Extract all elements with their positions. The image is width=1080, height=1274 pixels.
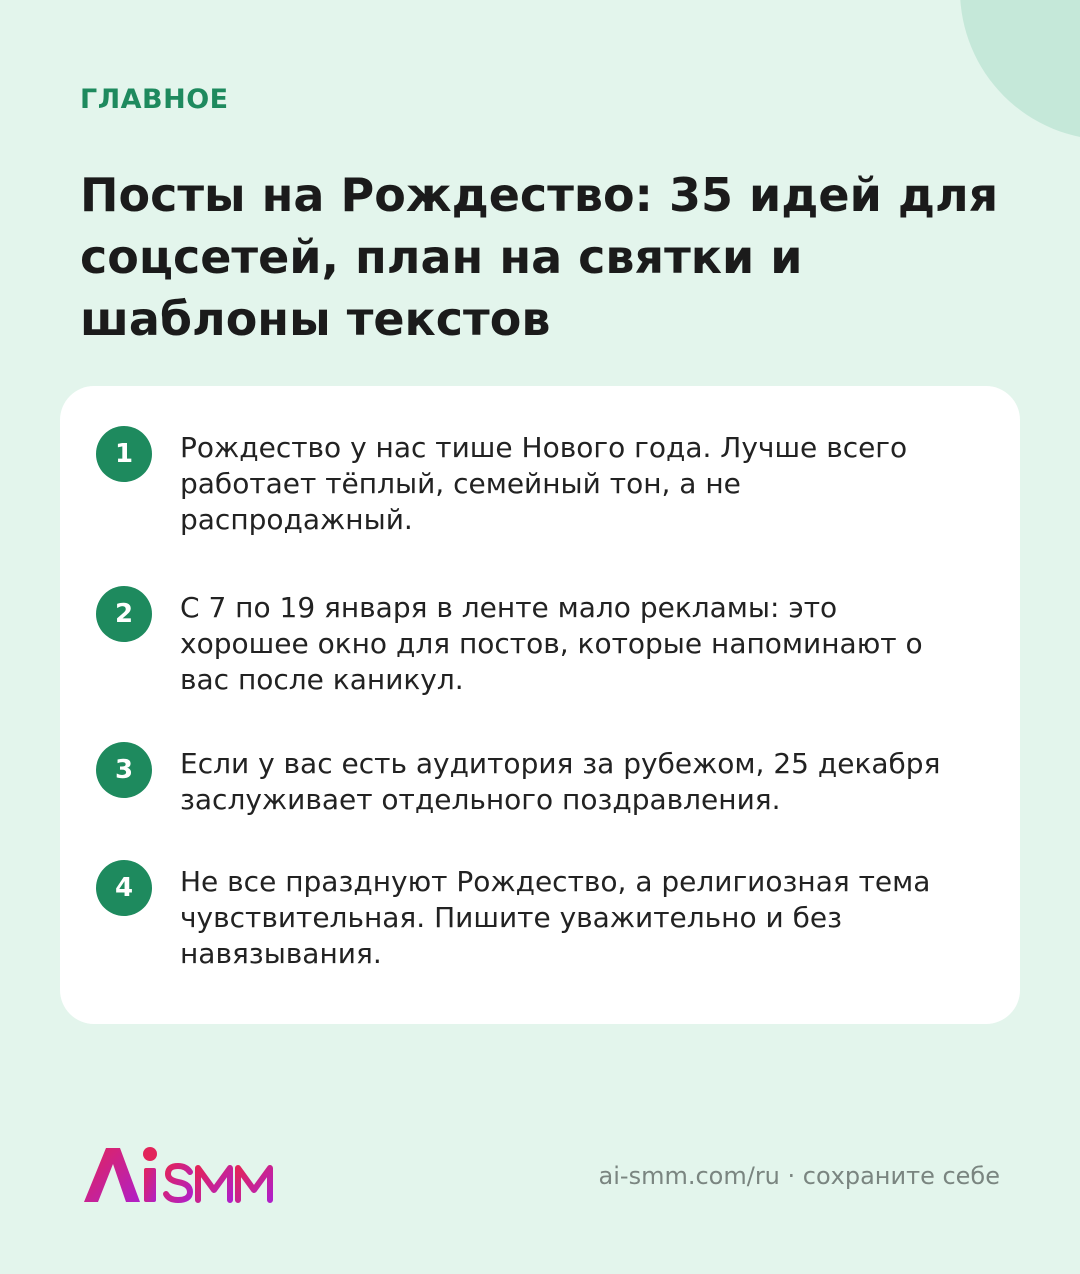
key-point-number-badge: 2 xyxy=(96,586,152,642)
aismm-logo xyxy=(80,1140,280,1210)
key-point-text: С 7 по 19 января в ленте мало рекламы: это хорошее окно для постов, которые напоминают о вас после каникул. xyxy=(180,591,923,696)
key-point-text: Рождество у нас тише Нового года. Лучше всего работает тёплый, семейный тон, а не распродажный. xyxy=(180,431,908,536)
key-point-number-badge: 1 xyxy=(96,426,152,482)
key-point-number-badge: 3 xyxy=(96,742,152,798)
key-points-card xyxy=(60,386,1020,1024)
key-point-text: Если у вас есть аудитория за рубежом, 25 декабря заслуживает отдельного поздравления. xyxy=(180,747,941,816)
key-point-number-badge: 4 xyxy=(96,860,152,916)
page-title: Посты на Рождество: 35 идей для соцсетей, план на святки и шаблоны текстов xyxy=(80,168,999,346)
footer-caption: ai-smm.com/ru · сохраните себе xyxy=(598,1162,1000,1190)
key-point-text: Не все празднуют Рождество, а религиозная тема чувствительная. Пишите уважительно и без навязывания. xyxy=(180,865,931,970)
section-kicker: ГЛАВНОЕ xyxy=(80,84,229,115)
corner-decoration-circle xyxy=(960,0,1080,140)
